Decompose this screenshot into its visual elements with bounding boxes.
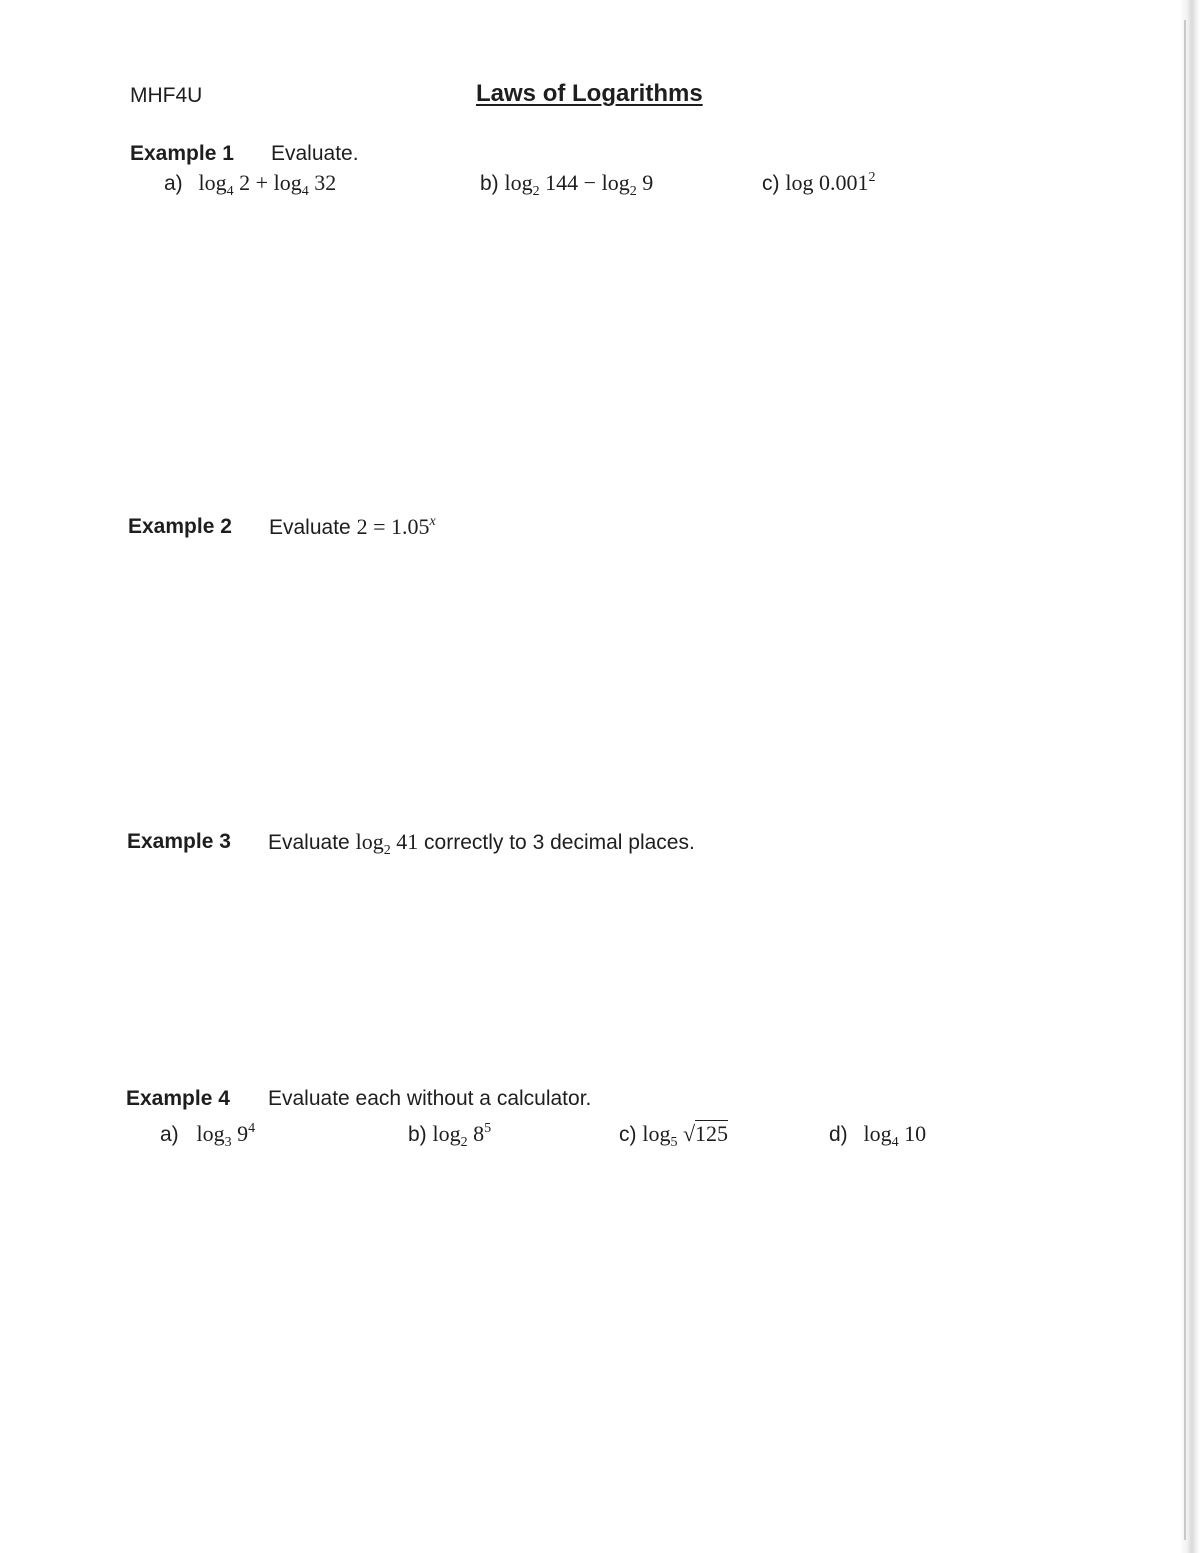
example-3-label: Example 3 (127, 830, 231, 853)
log-arg: 10 (904, 1121, 927, 1146)
log-base: 2 (460, 1135, 468, 1150)
log-fn: log (196, 1121, 225, 1146)
log-base: 2 (383, 843, 391, 858)
log-base: 4 (891, 1135, 899, 1150)
example-1b-letter: b) (480, 172, 499, 195)
example-1-instruction: Evaluate. (271, 142, 359, 165)
example-3-expression (355, 829, 419, 858)
log-base: 4 (301, 184, 309, 199)
log-fn: log (601, 170, 630, 195)
log-base: 2 (629, 184, 637, 199)
example-2-instruction: Evaluate (269, 516, 351, 539)
example-1b-expression (504, 170, 654, 199)
example-4c-expression (642, 1121, 729, 1150)
log-arg: 9 (237, 1121, 249, 1146)
example-4a-expression (196, 1121, 256, 1150)
radicand: 125 (695, 1121, 729, 1146)
exponent: 2 (868, 170, 876, 185)
example-3-question (268, 829, 695, 858)
equals: = (373, 514, 386, 539)
example-4d-letter: d) (829, 1123, 848, 1146)
log-arg: 2 (239, 170, 251, 195)
example-4d-expression (863, 1121, 927, 1150)
example-4c-letter: c) (619, 1123, 637, 1146)
operator: − (583, 170, 597, 195)
log-arg: 9 (642, 170, 654, 195)
log-fn: log (432, 1121, 461, 1146)
example-4b-letter: b) (408, 1123, 427, 1146)
example-4b (408, 1121, 492, 1150)
log-fn: log (785, 170, 814, 195)
example-2-question (269, 515, 436, 540)
log-arg: 8 (473, 1121, 485, 1146)
example-1b (480, 170, 654, 199)
example-1a (164, 170, 337, 199)
log-fn: log (198, 170, 227, 195)
log-fn: log (273, 170, 302, 195)
exponent: 5 (484, 1121, 492, 1136)
example-3-instruction-post: correctly to 3 decimal places. (424, 831, 695, 854)
example-3-instruction-pre: Evaluate (268, 831, 350, 854)
log-fn: log (355, 829, 384, 854)
example-4-instruction: Evaluate each without a calculator. (268, 1087, 592, 1110)
log-arg: 0.001 (818, 170, 869, 195)
log-arg: 32 (314, 170, 337, 195)
power-base: 1.05 (391, 514, 430, 539)
log-base: 2 (532, 184, 540, 199)
exponent: 4 (248, 1121, 256, 1136)
exponent: x (429, 514, 436, 529)
example-4a-letter: a) (160, 1123, 179, 1146)
log-fn: log (863, 1121, 892, 1146)
log-fn: log (642, 1121, 671, 1146)
scan-page-edge (1180, 0, 1200, 1553)
worksheet-title: Laws of Logarithms (476, 80, 703, 107)
log-base: 4 (226, 184, 234, 199)
log-fn: log (504, 170, 533, 195)
example-4-label: Example 4 (126, 1087, 230, 1110)
log-arg: 41 (396, 829, 419, 854)
example-1a-letter: a) (164, 172, 183, 195)
log-base: 3 (224, 1135, 232, 1150)
example-1c-expression (785, 170, 875, 195)
example-1-label: Example 1 (130, 142, 234, 165)
scan-edge-line (1184, 20, 1186, 1540)
log-base: 5 (670, 1135, 678, 1150)
example-4a (160, 1121, 256, 1150)
example-1c-letter: c) (762, 172, 780, 195)
example-2-equation (357, 514, 436, 539)
example-4b-expression (432, 1121, 492, 1150)
example-4c (619, 1121, 729, 1150)
operator: + (255, 170, 269, 195)
example-1a-expression (198, 170, 337, 199)
course-code: MHF4U (130, 84, 203, 107)
lhs: 2 (356, 514, 368, 539)
log-arg: 144 (545, 170, 579, 195)
example-4d (829, 1121, 927, 1150)
example-1c (762, 171, 875, 196)
example-2-label: Example 2 (128, 515, 232, 538)
radical-sign: √ (682, 1121, 696, 1146)
